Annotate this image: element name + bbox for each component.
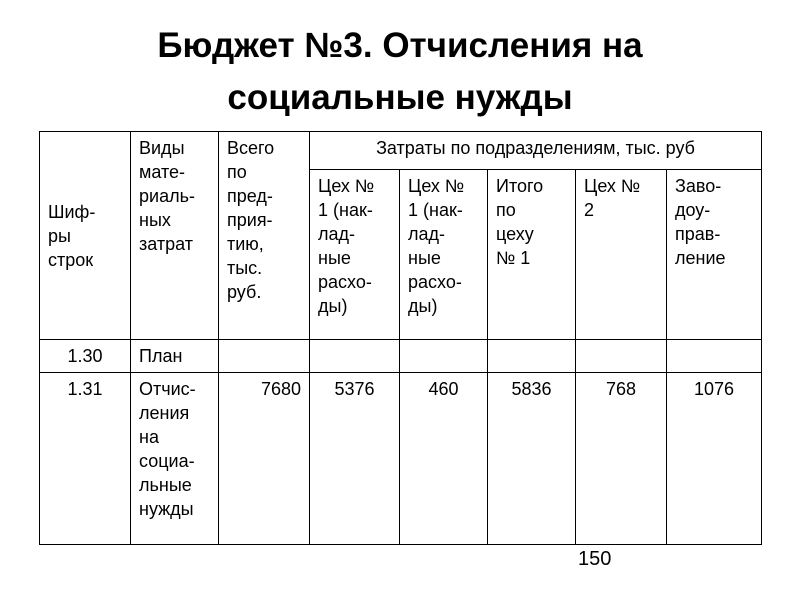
header-shop1-overhead-b: Цех № 1 (нак- лад- ные расхо- ды) xyxy=(400,170,488,340)
header-codes: Шиф- ры строк xyxy=(40,132,131,340)
row-shop1-total: 5836 xyxy=(488,373,576,545)
row-total xyxy=(219,340,310,373)
page-title xyxy=(0,20,800,124)
table-header-row-1 xyxy=(40,132,762,170)
row-code: 1.31 xyxy=(40,373,131,545)
page-title-line-2: социальные нужды xyxy=(227,78,573,117)
row-shop1-a: 5376 xyxy=(310,373,400,545)
header-shop2: Цех № 2 xyxy=(576,170,667,340)
page-number: 150 xyxy=(578,548,612,570)
header-shop1-overhead-a: Цех № 1 (нак- лад- ные расхо- ды) xyxy=(310,170,400,340)
row-code: 1.30 xyxy=(40,340,131,373)
header-by-division: Затраты по подразделениям, тыс. руб xyxy=(310,132,762,170)
header-shop1-total: Итого по цеху № 1 xyxy=(488,170,576,340)
table-row xyxy=(40,340,762,373)
header-total: Всего по пред- прия- тию, тыс. руб. xyxy=(219,132,310,340)
row-shop2 xyxy=(576,340,667,373)
row-shop1-b: 460 xyxy=(400,373,488,545)
row-total: 7680 xyxy=(219,373,310,545)
header-plant-management: Заво- доу- прав- ление xyxy=(667,170,762,340)
row-shop1-b xyxy=(400,340,488,373)
row-plant-management: 1076 xyxy=(667,373,762,545)
header-types: Виды мате- риаль- ных затрат xyxy=(131,132,219,340)
row-type: Отчис- ления на социа- льные нужды xyxy=(131,373,219,545)
row-type: План xyxy=(131,340,219,373)
page-title-line-1: Бюджет №3. Отчисления на xyxy=(157,26,643,65)
budget-table xyxy=(39,131,762,545)
row-plant-management xyxy=(667,340,762,373)
row-shop1-total xyxy=(488,340,576,373)
table-row xyxy=(40,373,762,545)
row-shop1-a xyxy=(310,340,400,373)
row-shop2: 768 xyxy=(576,373,667,545)
